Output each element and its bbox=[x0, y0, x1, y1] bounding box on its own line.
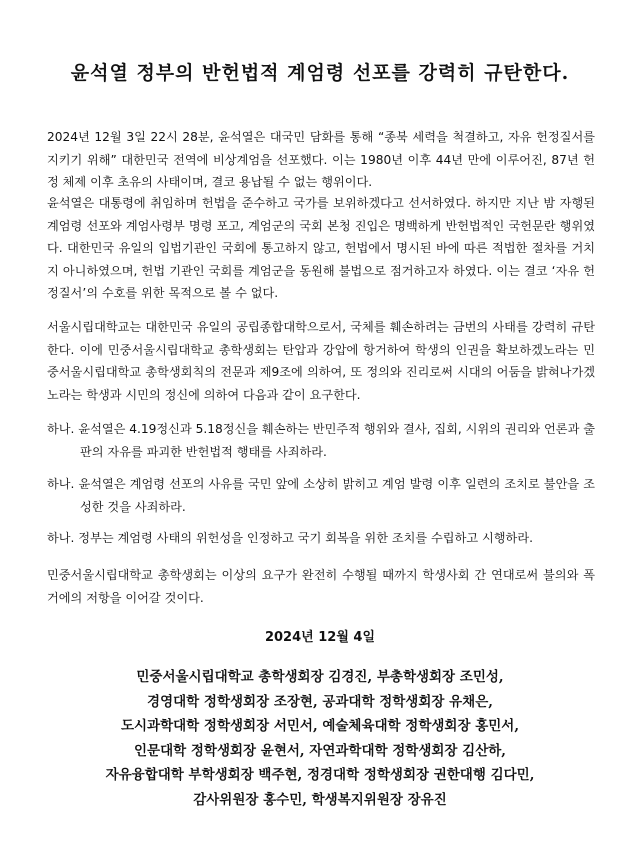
demand-3: 하나. 정부는 계엄령 사태의 위헌성을 인정하고 국기 회복을 위한 조치를 수립하고 시행하라. bbox=[47, 531, 533, 545]
signer-line: 인문대학 정학생회장 윤현서, 자연과학대학 정학생회장 김산하, bbox=[134, 742, 506, 759]
demand-2: 하나. 윤석열은 계엄령 선포의 사유를 국민 앞에 소상히 밝히고 계엄 발령 이후 일련의 조치로 불안을 조성한 것을 사죄하라. bbox=[47, 477, 595, 514]
signer-line: 감사위원장 홍수민, 학생복지위원장 장유진 bbox=[193, 791, 447, 808]
statement-date: 2024년 12월 4일 bbox=[264, 630, 376, 645]
demand-1: 하나. 윤석열은 4.19정신과 5.18정신을 훼손하는 반민주적 행위와 결사, 집회, 시위의 권리와 언론과 출판의 자유를 파괴한 반헌법적 행태를 사죄하라. bbox=[47, 422, 595, 459]
paragraph-2: 윤석열은 대통령에 취임하며 헌법을 준수하고 국가를 보위하겠다고 선서하였다. 하지만 지난 밤 자행된 계엄령 선포와 계엄사령부 명령 포고, 계엄군의 국회 본청 진입은 명백하게 반헌법적인 국헌문란 행위였다. 대한민국 유일의 입법기관인 국회에 통고하지 않고, 헌법에서 명시된 바에 따른 적법한 절차를 거치지 아니하였으며, 헌법 기관인 국회를 계엄군을 동원해 불법으로 점거하고자 하였다. 이는 결코 ‘자유 헌정질서’의 수호를 위한 목적으로 볼 수 없다. bbox=[47, 196, 595, 300]
signers-list bbox=[0, 665, 640, 812]
signer-line: 도시과학대학 정학생회장 서민서, 예술체육대학 정학생회장 홍민서, bbox=[120, 718, 520, 734]
signer-line: 민중서울시립대학교 총학생회장 김경진, 부총학생회장 조민성, bbox=[136, 669, 504, 685]
paragraph-1: 2024년 12월 3일 22시 28분, 윤석열은 대국민 담화를 통해 “종북 세력을 척결하고, 자유 헌정질서를 지키기 위해” 대한민국 전역에 비상계엄을 선포했다. 이는 1980년 이후 44년 만에 이루어진, 87년 헌정 체제 이후 초유의 사태이며, 결코 용납될 수 없는 행위이다. bbox=[47, 130, 595, 189]
signer-line: 경영대학 정학생회장 조장현, 공과대학 정학생회장 유채은, bbox=[147, 693, 493, 710]
closing-paragraph: 민중서울시립대학교 총학생회는 이상의 요구가 완전히 수행될 때까지 학생사회 간 연대로써 불의와 폭거에의 저항을 이어갈 것이다. bbox=[47, 568, 595, 605]
document-title: 윤석열 정부의 반헌법적 계엄령 선포를 강력히 규탄한다. bbox=[70, 62, 570, 84]
signer-line: 자유융합대학 부학생회장 백주현, 정경대학 정학생회장 권한대행 김다민, bbox=[105, 767, 535, 783]
paragraph-3: 서울시립대학교는 대한민국 유일의 공립종합대학으로서, 국체를 훼손하려는 금번의 사태를 강력히 규탄한다. 이에 민중서울시립대학교 총학생회는 탄압과 강압에 항거하여 학생의 인권을 확보하겠노라는 민중서울시립대학교 총학생회칙의 전문과 제9조에 의하여, 또 정의와 진리로써 시대의 어둠을 밝혀나가겠노라는 학생과 시민의 정신에 의하여 다음과 같이 요구한다. bbox=[47, 320, 595, 402]
